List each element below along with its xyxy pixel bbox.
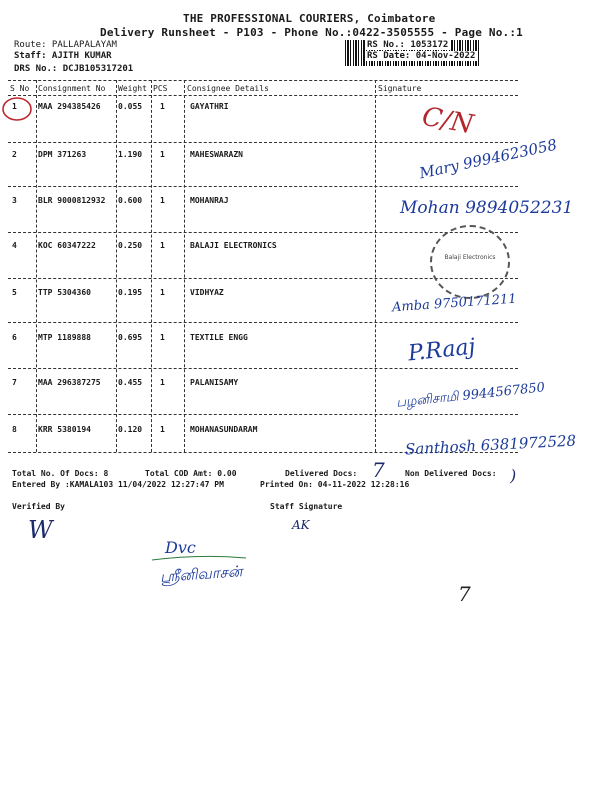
- row-rule: [8, 186, 518, 187]
- row-consignment: DPM 371263: [38, 150, 87, 159]
- rs-date: RS Date: 04-Nov-2022: [367, 51, 476, 61]
- row-pcs: 1: [160, 102, 165, 111]
- row-pcs: 1: [160, 150, 165, 159]
- table-top-rule: [8, 80, 518, 81]
- verified-by-label: Verified By: [12, 502, 65, 511]
- signature-7: பழனிசாமி 9944567850: [395, 380, 546, 411]
- col-separator: [151, 80, 152, 452]
- signature-8: Santhosh 6381972528: [404, 431, 577, 459]
- row-rule: [8, 142, 518, 143]
- row-weight: 0.120: [118, 425, 143, 434]
- row-consignment: TTP 5304360: [38, 288, 91, 297]
- delivered-docs: Delivered Docs:: [285, 469, 358, 478]
- row-sno: 6: [12, 333, 17, 342]
- runsheet-subtitle: Delivery Runsheet - P103 - Phone No.:0422-3505555 - Page No.:1: [100, 26, 523, 39]
- total-docs: Total No. Of Docs: 8: [12, 469, 109, 478]
- row-consignee: VIDHYAZ: [190, 288, 224, 297]
- non-delivered-docs: Non Delivered Docs:: [405, 469, 497, 478]
- company-title: THE PROFESSIONAL COURIERS, Coimbatore: [183, 12, 436, 25]
- row-weight: 0.250: [118, 241, 143, 250]
- row-consignee: PALANISAMY: [190, 378, 239, 387]
- row-sno: 7: [12, 378, 17, 387]
- col-separator: [36, 80, 37, 452]
- printed-on: Printed On: 04-11-2022 12:28:16: [260, 480, 410, 489]
- total-cod: Total COD Amt: 0.00: [145, 469, 237, 478]
- row-consignment: MTP 1189888: [38, 333, 91, 342]
- signature-1: C/N: [419, 101, 476, 141]
- handwritten-note-3: 7: [458, 582, 471, 606]
- col-separator: [375, 80, 376, 452]
- row-weight: 0.455: [118, 378, 143, 387]
- row-consignee: GAYATHRI: [190, 102, 229, 111]
- row-sno: 5: [12, 288, 17, 297]
- row-consignment: MAA 296387275: [38, 378, 101, 387]
- row-pcs: 1: [160, 241, 165, 250]
- route-label: Route: PALLAPALAYAM: [14, 40, 117, 50]
- col-pcs: PCS: [153, 84, 168, 93]
- row-sno: 2: [12, 150, 17, 159]
- row-weight: 0.695: [118, 333, 143, 342]
- row-consignee: BALAJI ELECTRONICS: [190, 241, 277, 250]
- non-delivered-count-handwritten: ): [510, 466, 517, 485]
- handwritten-note-2: ஸ்ரீனிவாசன்: [159, 562, 243, 586]
- signature-5: Amba 9750171211: [391, 291, 518, 316]
- row-sno: 8: [12, 425, 17, 434]
- row-consignee: MOHANASUNDARAM: [190, 425, 258, 434]
- row-consignment: MAA 294385426: [38, 102, 101, 111]
- row-consignment: KRR 5380194: [38, 425, 91, 434]
- verified-by-mark: W: [28, 516, 53, 544]
- row-sno: 1: [12, 102, 17, 111]
- row-pcs: 1: [160, 333, 165, 342]
- row-weight: 1.190: [118, 150, 143, 159]
- row-pcs: 1: [160, 196, 165, 205]
- col-sno: S No: [10, 84, 30, 93]
- row-pcs: 1: [160, 288, 165, 297]
- row-rule: [8, 368, 518, 369]
- pen-circle-mark: [0, 94, 40, 128]
- signature-3: Mohan 9894052231: [400, 198, 574, 218]
- row-consignee: TEXTILE ENGG: [190, 333, 248, 342]
- row-pcs: 1: [160, 378, 165, 387]
- row-pcs: 1: [160, 425, 165, 434]
- col-separator: [116, 80, 117, 452]
- handwritten-note-1: Dvc: [165, 538, 196, 557]
- row-weight: 0.600: [118, 196, 143, 205]
- staff-signature-mark: AK: [292, 518, 310, 532]
- signature-6: P.Raaj: [406, 334, 477, 367]
- row-sno: 3: [12, 196, 17, 205]
- col-signature: Signature: [378, 84, 422, 93]
- row-consignment: BLR 9000812932: [38, 196, 106, 205]
- col-consignment: Consignment No: [38, 84, 106, 93]
- row-consignee: MAHESWARAZN: [190, 150, 243, 159]
- drs-label: DRS No.: DCJB105317201: [14, 64, 134, 74]
- entered-by: Entered By :KAMALA103 11/04/2022 12:27:47 PM: [12, 480, 224, 489]
- rs-number: RS No.: 1053172: [367, 40, 449, 50]
- company-stamp: Balaji Electronics: [430, 225, 510, 299]
- row-rule: [8, 322, 518, 323]
- row-weight: 0.055: [118, 102, 143, 111]
- row-sno: 4: [12, 241, 17, 250]
- signature-2: Mary 9994623058: [417, 135, 559, 183]
- staff-signature-label: Staff Signature: [270, 502, 343, 511]
- staff-label: Staff: AJITH KUMAR: [14, 51, 112, 61]
- col-separator: [184, 80, 185, 452]
- table-header-rule: [8, 95, 518, 96]
- row-rule: [8, 232, 518, 233]
- row-consignee: MOHANRAJ: [190, 196, 229, 205]
- col-weight: Weight: [118, 84, 147, 93]
- row-rule: [8, 414, 518, 415]
- delivered-count-handwritten: 7: [372, 458, 385, 482]
- row-consignment: KOC 60347222: [38, 241, 96, 250]
- col-consignee: Consignee Details: [187, 84, 269, 93]
- row-weight: 0.195: [118, 288, 143, 297]
